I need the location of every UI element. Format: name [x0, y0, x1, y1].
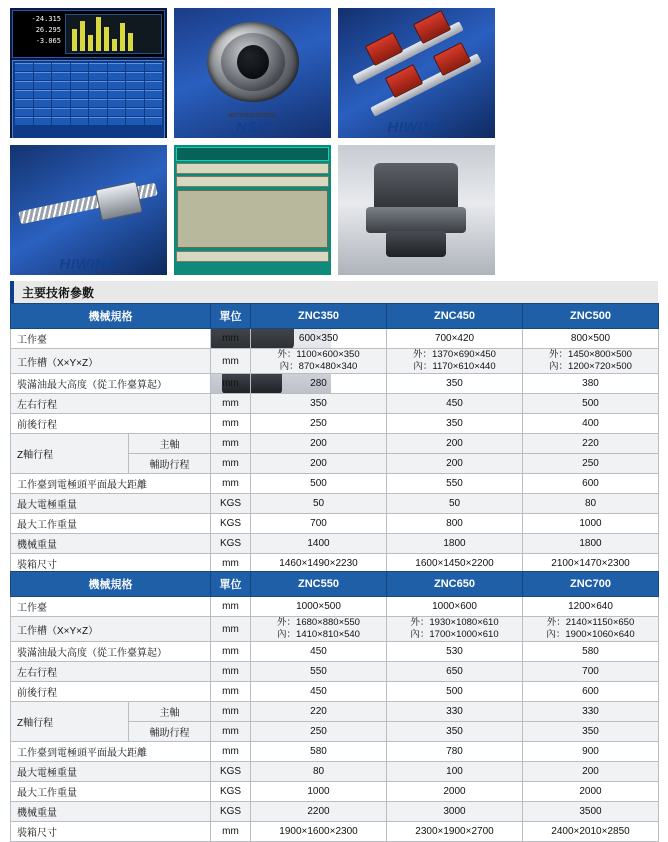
row-value: 2000 — [523, 782, 659, 802]
row-label: 左右行程 — [11, 394, 211, 414]
row-value — [251, 617, 387, 642]
row-unit: mm — [211, 454, 251, 474]
row-value: 600 — [523, 474, 659, 494]
row-value: 2200 — [251, 802, 387, 822]
th-model-1: ZNC550 — [251, 572, 387, 597]
row-value: 1000 — [251, 782, 387, 802]
photo-cnc-control-screen-1 — [10, 8, 167, 138]
row-value: 380 — [523, 374, 659, 394]
row-value: 3000 — [387, 802, 523, 822]
row-value: 400 — [523, 414, 659, 434]
row-value: 800×500 — [523, 329, 659, 349]
row-label: 工作槽（X×Y×Z） — [11, 349, 211, 374]
row-value: 450 — [251, 642, 387, 662]
row-label: 裝滿油最大高度（從工作臺算起） — [11, 642, 211, 662]
row-label: 工作臺到電極頭平面最大距離 — [11, 742, 211, 762]
row-unit: mm — [211, 554, 251, 574]
row-value: 200 — [523, 762, 659, 782]
row-label-zaxis: Z軸行程 — [11, 702, 129, 742]
row-label: 工作臺 — [11, 597, 211, 617]
row-value-inner: 內：1170×610×440 — [413, 361, 496, 372]
row-value — [387, 349, 523, 374]
spec-table-2 — [10, 571, 659, 842]
row-value: 2000 — [387, 782, 523, 802]
table-row — [11, 762, 659, 782]
table-header-row — [11, 572, 659, 597]
row-value: 1800 — [387, 534, 523, 554]
row-value: 220 — [251, 702, 387, 722]
machine-head-upper-body — [374, 163, 458, 213]
row-value: 350 — [251, 394, 387, 414]
hiwin-logo-guideway: HIWIN® — [387, 119, 446, 136]
nsk-logo-text: NSK — [235, 119, 270, 136]
row-value: 700×420 — [387, 329, 523, 349]
bearing-bore — [237, 45, 269, 79]
row-value: 500 — [251, 474, 387, 494]
row-value: 700 — [523, 662, 659, 682]
row-value: 3500 — [523, 802, 659, 822]
row-value-inner: 內：870×480×340 — [279, 361, 358, 372]
row-value: 200 — [251, 454, 387, 474]
row-unit: mm — [211, 374, 251, 394]
row-unit: mm — [211, 642, 251, 662]
row-label: 左右行程 — [11, 662, 211, 682]
row-label: 前後行程 — [11, 682, 211, 702]
row-unit: KGS — [211, 802, 251, 822]
row-value: 500 — [387, 682, 523, 702]
row-value-inner: 內：1700×1000×610 — [410, 629, 499, 640]
table-row — [11, 374, 659, 394]
table-row — [11, 349, 659, 374]
row-sublabel: 輔助行程 — [129, 722, 211, 742]
row-value: 530 — [387, 642, 523, 662]
row-value: 80 — [251, 762, 387, 782]
row-value-outer: 外：1930×1080×610 — [410, 617, 499, 628]
row-sublabel: 輔助行程 — [129, 454, 211, 474]
row-label: 最大電極重量 — [11, 762, 211, 782]
row-value: 1600×1450×2200 — [387, 554, 523, 574]
table-row — [11, 662, 659, 682]
row-value: 1400 — [251, 534, 387, 554]
section-title: 主要技術參數 — [10, 281, 658, 303]
row-value: 700 — [251, 514, 387, 534]
table-row — [11, 474, 659, 494]
row-value-outer: 外：1100×600×350 — [277, 349, 360, 360]
row-unit: mm — [211, 702, 251, 722]
row-label: 工作臺 — [11, 329, 211, 349]
row-label: 裝滿油最大高度（從工作臺算起） — [11, 374, 211, 394]
row-unit: mm — [211, 722, 251, 742]
row-unit: mm — [211, 414, 251, 434]
th-model-1: ZNC350 — [251, 304, 387, 329]
row-label: 工作槽（X×Y×Z） — [11, 617, 211, 642]
row-label: 最大電極重量 — [11, 494, 211, 514]
row-sublabel: 主軸 — [129, 702, 211, 722]
table-row — [11, 534, 659, 554]
row-label: 機械重量 — [11, 534, 211, 554]
row-label: 裝箱尺寸 — [11, 554, 211, 574]
th-unit: 單位 — [211, 304, 251, 329]
cnc-readout-x: -24.315 — [31, 15, 61, 23]
table-row — [11, 617, 659, 642]
nsk-logo — [174, 113, 331, 136]
th-spec: 機械規格 — [11, 572, 211, 597]
row-value — [251, 349, 387, 374]
row-value: 1000×600 — [387, 597, 523, 617]
row-label: 前後行程 — [11, 414, 211, 434]
row-value: 350 — [387, 374, 523, 394]
row-value-outer: 外：1370×690×450 — [413, 349, 496, 360]
row-value: 1000 — [523, 514, 659, 534]
row-label: 最大工作重量 — [11, 782, 211, 802]
row-label: 最大工作重量 — [11, 514, 211, 534]
row-unit: KGS — [211, 514, 251, 534]
row-value: 330 — [523, 702, 659, 722]
photo-hiwin-linear-guideway — [338, 8, 495, 138]
row-unit: mm — [211, 349, 251, 374]
row-value: 50 — [251, 494, 387, 514]
row-value — [523, 617, 659, 642]
row-value: 350 — [523, 722, 659, 742]
row-value: 2100×1470×2300 — [523, 554, 659, 574]
row-value: 350 — [387, 722, 523, 742]
th-model-3: ZNC500 — [523, 304, 659, 329]
table-row — [11, 782, 659, 802]
cnc-bar-graph — [65, 14, 162, 54]
ballscrew-nut — [95, 181, 143, 221]
machine-head-mid-body — [366, 207, 466, 233]
row-unit: mm — [211, 822, 251, 842]
row-value-outer: 外：1450×800×500 — [549, 349, 632, 360]
row-value: 2400×2010×2850 — [523, 822, 659, 842]
row-value: 550 — [387, 474, 523, 494]
photo-hiwin-ballscrew — [10, 145, 167, 275]
row-unit: KGS — [211, 762, 251, 782]
row-value: 80 — [523, 494, 659, 514]
hiwin-logo-ballscrew: HIWIN® — [59, 256, 118, 273]
nsk-logo-subtext: MOTION&CONTROL — [228, 113, 277, 119]
row-value: 450 — [251, 682, 387, 702]
cnc-readout-z: -3.065 — [35, 37, 61, 45]
row-unit: mm — [211, 662, 251, 682]
table-row — [11, 414, 659, 434]
row-value-outer: 外：1680×880×550 — [277, 617, 360, 628]
row-value: 550 — [251, 662, 387, 682]
row-value: 200 — [387, 434, 523, 454]
row-value-inner: 內：1900×1060×640 — [546, 629, 635, 640]
machine-head-lower-body — [386, 231, 446, 257]
row-unit: mm — [211, 597, 251, 617]
row-value: 580 — [523, 642, 659, 662]
row-value: 50 — [387, 494, 523, 514]
row-value: 250 — [523, 454, 659, 474]
row-value: 500 — [523, 394, 659, 414]
row-value: 200 — [387, 454, 523, 474]
table-row — [11, 802, 659, 822]
row-value: 330 — [387, 702, 523, 722]
row-value: 250 — [251, 414, 387, 434]
th-spec: 機械規格 — [11, 304, 211, 329]
row-unit: mm — [211, 617, 251, 642]
th-model-2: ZNC650 — [387, 572, 523, 597]
table-row — [11, 329, 659, 349]
row-value: 780 — [387, 742, 523, 762]
row-value: 280 — [251, 374, 387, 394]
row-label-zaxis: Z軸行程 — [11, 434, 129, 474]
row-unit: mm — [211, 394, 251, 414]
row-value — [387, 617, 523, 642]
th-unit: 單位 — [211, 572, 251, 597]
row-value: 250 — [251, 722, 387, 742]
row-sublabel: 主軸 — [129, 434, 211, 454]
cnc-parameter-grid — [12, 60, 165, 138]
row-value: 220 — [523, 434, 659, 454]
table-row — [11, 642, 659, 662]
row-unit: mm — [211, 434, 251, 454]
row-value: 100 — [387, 762, 523, 782]
row-unit: mm — [211, 329, 251, 349]
row-value: 1000×500 — [251, 597, 387, 617]
photo-nsk-bearing — [174, 8, 331, 138]
table-row — [11, 494, 659, 514]
row-value-outer: 外：2140×1150×650 — [546, 617, 635, 628]
cnc-readout-y: 26.295 — [35, 26, 61, 34]
row-value: 1800 — [523, 534, 659, 554]
row-value: 2300×1900×2700 — [387, 822, 523, 842]
row-unit: KGS — [211, 494, 251, 514]
table-row — [11, 597, 659, 617]
row-value: 800 — [387, 514, 523, 534]
cnc-readout-panel — [12, 10, 165, 58]
row-value: 650 — [387, 662, 523, 682]
row-value: 1460×1490×2230 — [251, 554, 387, 574]
row-label: 工作臺到電極頭平面最大距離 — [11, 474, 211, 494]
row-unit: KGS — [211, 782, 251, 802]
row-value: 350 — [387, 414, 523, 434]
row-value: 600 — [523, 682, 659, 702]
row-unit: mm — [211, 682, 251, 702]
row-unit: mm — [211, 742, 251, 762]
row-value-inner: 內：1410×810×540 — [277, 629, 360, 640]
row-value: 1200×640 — [523, 597, 659, 617]
row-label: 機械重量 — [11, 802, 211, 822]
row-unit: mm — [211, 474, 251, 494]
photo-machine-head-1 — [338, 145, 495, 275]
table-row — [11, 394, 659, 414]
cnc-readout-values — [13, 11, 63, 57]
row-value-inner: 內：1200×720×500 — [549, 361, 632, 372]
row-value — [523, 349, 659, 374]
table-row — [11, 434, 659, 454]
cnc2-row — [176, 251, 329, 262]
th-model-2: ZNC450 — [387, 304, 523, 329]
table-header-row — [11, 304, 659, 329]
row-value: 200 — [251, 434, 387, 454]
table-row — [11, 742, 659, 762]
row-unit: KGS — [211, 534, 251, 554]
table-row — [11, 822, 659, 842]
photo-cnc-control-screen-2 — [174, 145, 331, 275]
table-row — [11, 702, 659, 722]
spec-table-1 — [10, 303, 659, 574]
cnc2-row — [176, 176, 329, 187]
table-row — [11, 682, 659, 702]
row-label: 裝箱尺寸 — [11, 822, 211, 842]
cnc2-header-bar — [176, 147, 329, 161]
th-model-3: ZNC700 — [523, 572, 659, 597]
cnc2-main-area — [177, 190, 328, 248]
row-value: 1900×1600×2300 — [251, 822, 387, 842]
row-value: 450 — [387, 394, 523, 414]
row-value: 580 — [251, 742, 387, 762]
cnc2-row — [176, 163, 329, 174]
row-value: 900 — [523, 742, 659, 762]
table-row — [11, 514, 659, 534]
row-value: 600×350 — [251, 329, 387, 349]
